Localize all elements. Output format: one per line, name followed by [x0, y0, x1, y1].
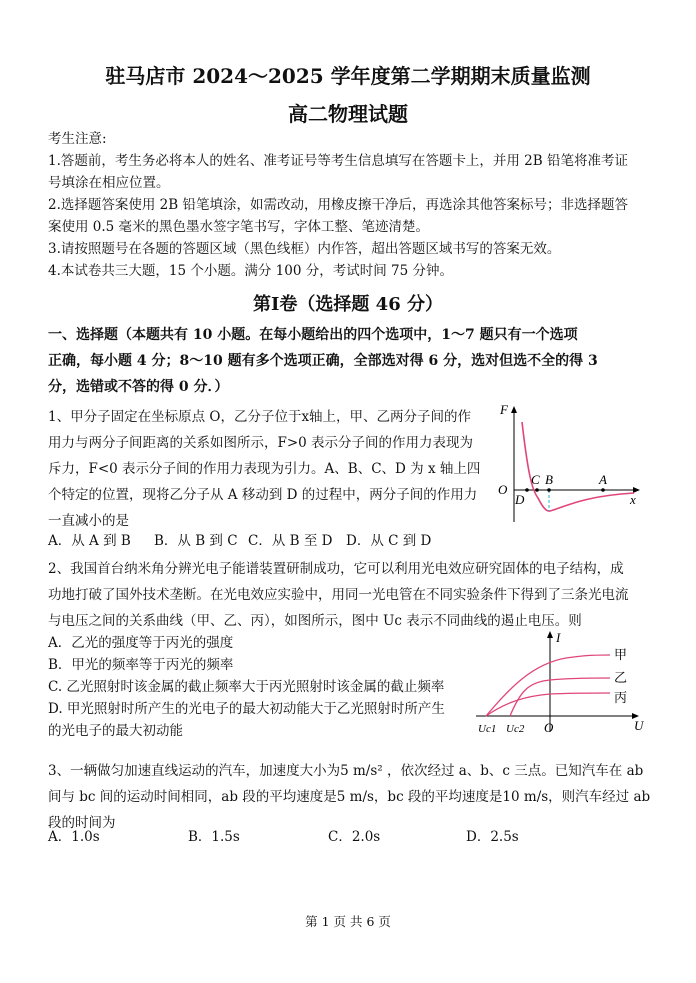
o-label: O — [498, 482, 508, 497]
q3-option-c[interactable]: C．2.0s — [328, 829, 381, 845]
point-d — [525, 488, 529, 492]
i-label: I — [556, 630, 561, 645]
q3-options — [48, 826, 678, 848]
q2-iv-graph — [470, 628, 650, 744]
label-bing: 丙 — [614, 690, 628, 705]
o-label: O — [544, 720, 554, 735]
q2-line: 功地打破了国外技术垄断。在光电效应实验中，用同一光电管在不同实验条件下得到了三条光电流 — [48, 587, 629, 603]
uc2-label: Uc2 — [506, 723, 525, 735]
notice-line: 案使用 0.5 毫米的黑色墨水签字笔书写，字体工整、笔迹清楚。 — [48, 219, 430, 235]
q1-line: 用力与两分子间距离的关系如图所示，F>0 表示分子间的作用力表现为 — [48, 435, 474, 451]
q1-line: 斥力，F<0 表示分子间的作用力表现为引力。A、B、C、D 为 x 轴上四 — [48, 461, 481, 477]
q3-option-b[interactable]: B．1.5s — [188, 829, 240, 845]
notice-block — [48, 128, 678, 282]
section-line: 分，选错或不答的得 0 分．） — [48, 379, 229, 395]
notice-line: 1.答题前，考生务必将本人的姓名、准考证号等考生信息填写在答题卡上，并用 2B 铅笔将准考证 — [48, 153, 628, 169]
point-c — [535, 488, 539, 492]
q3-line: 间与 bc 间的运动时间相同，ab 段的平均速度是5 m/s，bc 段的平均速度是10 m/s，则汽车经过 ab — [48, 789, 651, 805]
q2-option-c[interactable]: C. 乙光照射时该金属的截止频率大于丙光照射时该金属的截止频率 — [48, 679, 445, 695]
x-label: x — [630, 492, 636, 507]
force-curve — [522, 422, 634, 511]
q2-options — [48, 632, 478, 742]
q1-option-c[interactable]: C．从 B 至 D — [248, 533, 333, 549]
q1-option-d[interactable]: D．从 C 到 D — [346, 533, 432, 549]
f-label: F — [500, 404, 508, 417]
q1-options — [48, 530, 498, 552]
point-b — [547, 488, 551, 492]
label-yi: 乙 — [614, 670, 628, 685]
q2-line: 2、我国首台纳米角分辨光电子能谱装置研制成功，它可以利用光电效应研究固体的电子结构，成 — [48, 561, 624, 577]
q1-line: 一直减小的是 — [48, 513, 129, 529]
exam-title: 驻马店市 2024～2025 学年度第二学期期末质量监测 — [105, 64, 591, 88]
u-label: U — [634, 718, 644, 733]
f-axis-arrow — [511, 406, 517, 413]
q2-option-d[interactable]: D. 甲光照射时所产生的光电子的最大初动能大于乙光照射时所产生 — [48, 701, 445, 717]
b-label: B — [545, 472, 553, 487]
section-instructions — [48, 322, 678, 400]
q1-option-a[interactable]: A．从 A 到 B — [48, 533, 131, 549]
question-2 — [48, 556, 678, 634]
q2-option-d-cont: 的光电子的最大初动能 — [48, 723, 183, 739]
c-label: C — [531, 472, 540, 487]
q3-option-a[interactable]: A．1.0s — [48, 829, 100, 845]
q1-force-graph — [492, 404, 642, 524]
section-line: 一、选择题（本题共有 10 小题。在每小题给出的四个选项中，1～7 题只有一个选项 — [48, 327, 578, 343]
q2-option-b[interactable]: B．甲光的频率等于丙光的频率 — [48, 657, 234, 673]
q2-option-a[interactable]: A．乙光的强度等于丙光的强度 — [48, 635, 234, 651]
label-jia: 甲 — [614, 647, 628, 662]
notice-line: 4.本试卷共三大题，15 个小题。满分 100 分，考试时间 75 分钟。 — [48, 263, 453, 279]
i-axis-arrow — [547, 631, 553, 638]
q1-option-b[interactable]: B．从 B 到 C — [154, 533, 238, 549]
q1-line: 1、甲分子固定在坐标原点 O，乙分子位于x轴上，甲、乙两分子间的作 — [48, 409, 472, 425]
point-a — [601, 488, 605, 492]
curve-jia — [486, 655, 610, 716]
q3-option-d[interactable]: D．2.5s — [466, 829, 519, 845]
notice-line: 2.选择题答案使用 2B 铅笔填涂，如需改动，用橡皮擦干净后，再选涂其他答案标号；非选择题答 — [48, 197, 628, 213]
notice-line: 3.请按照题号在各题的答题区域（黑色线框）内作答，超出答题区域书写的答案无效。 — [48, 241, 561, 257]
question-1 — [48, 404, 498, 534]
exam-subtitle: 高二物理试题 — [288, 102, 408, 126]
notice-heading: 考生注意: — [48, 131, 107, 147]
q3-line: 3、一辆做匀加速直线运动的汽车，加速度大小为5 m/s² ，依次经过 a、b、c 三点。已知汽车在 ab — [48, 763, 644, 779]
section-line: 正确，每小题 4 分；8～10 题有多个选项正确，全部选对得 6 分，选对但选不全的得 3 — [48, 353, 598, 369]
q1-line: 个特定的位置，现将乙分子从 A 移动到 D 的过程中，两分子间的作用力 — [48, 487, 478, 503]
q3-line: 段的时间为 — [48, 815, 116, 831]
d-label: D — [515, 492, 525, 507]
volume-heading: 第Ⅰ卷（选择题 46 分） — [252, 294, 443, 315]
page-footer: 第 1 页 共 6 页 — [305, 914, 391, 929]
q2-line: 与电压之间的关系曲线（甲、乙、丙），如图所示，图中 Uc 表示不同曲线的遏止电压。则 — [48, 613, 582, 629]
question-3 — [48, 758, 678, 836]
a-label: A — [599, 472, 607, 487]
curve-bing — [486, 693, 610, 716]
notice-line: 号填涂在相应位置。 — [48, 175, 170, 191]
curve-yi — [510, 678, 610, 716]
uc1-label: Uc1 — [478, 723, 497, 735]
